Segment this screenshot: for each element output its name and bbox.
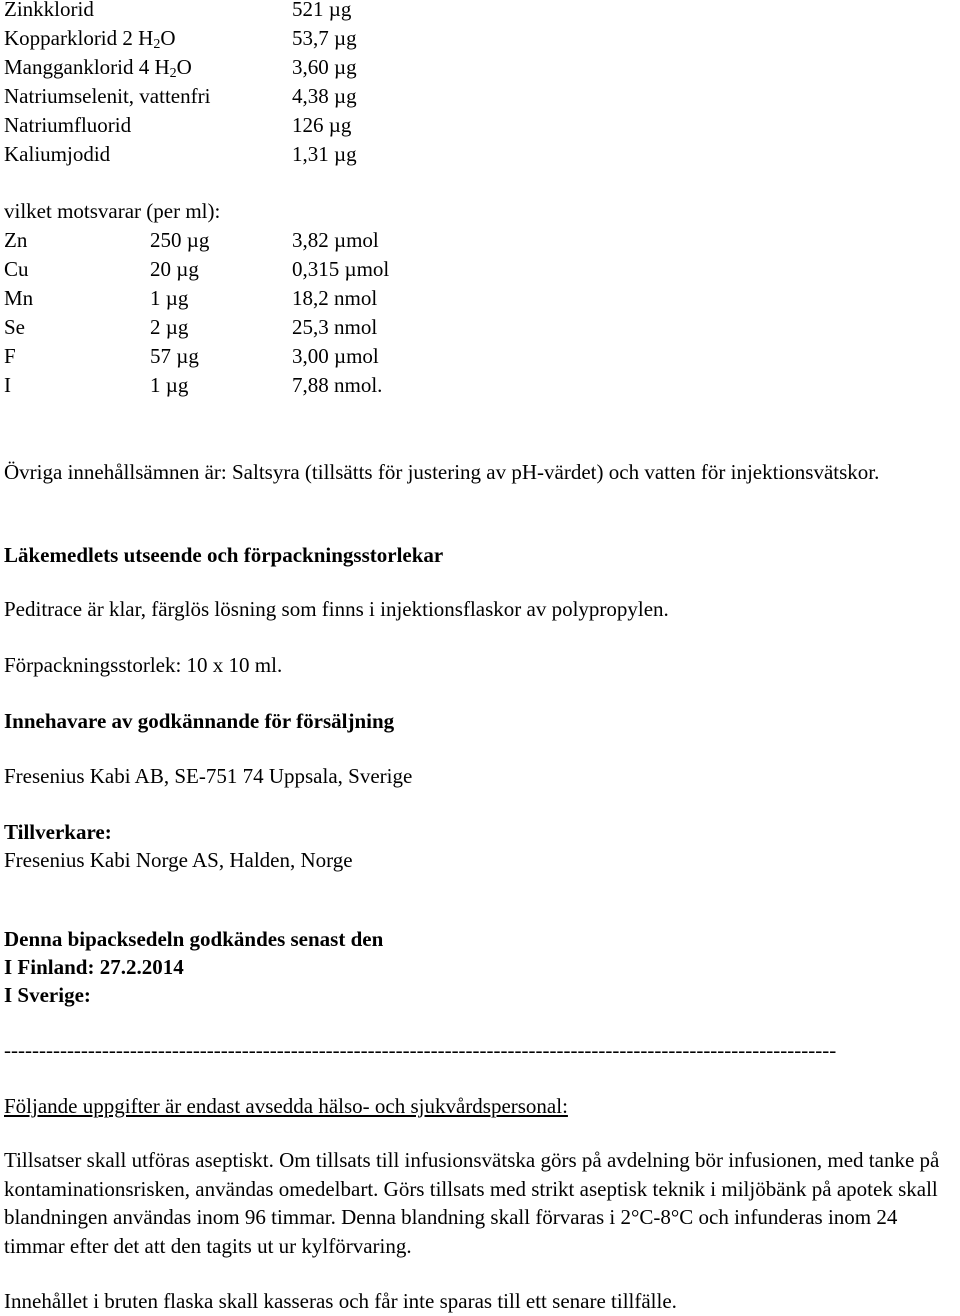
compound-amount: 53,7 µg xyxy=(292,26,357,50)
compound-row xyxy=(4,111,352,140)
appearance-text: Peditrace är klar, färglös lösning som finns i injektionsflaskor av polypropylen. xyxy=(4,597,669,621)
mah-heading: Innehavare av godkännande för försäljning xyxy=(4,709,395,733)
element-mass: 2 µg xyxy=(150,315,189,339)
equivalent-row xyxy=(4,371,383,400)
compound-name: Natriumselenit, vattenfri xyxy=(4,84,211,108)
element-symbol: Cu xyxy=(4,257,29,281)
element-mass: 1 µg xyxy=(150,286,189,310)
mah-text: Fresenius Kabi AB, SE-751 74 Uppsala, Sverige xyxy=(4,764,413,788)
other-ingredients-text: Övriga innehållsämnen är: Saltsyra (tillsätts för justering av pH-värdet) och vatten för injektionsvätskor. xyxy=(4,460,880,484)
manufacturer-heading: Tillverkare: xyxy=(4,820,112,844)
element-mass: 20 µg xyxy=(150,257,199,281)
element-mass: 57 µg xyxy=(150,344,199,368)
compound-amount: 4,38 µg xyxy=(292,84,357,108)
element-molar: 25,3 nmol xyxy=(292,315,378,339)
element-symbol: Mn xyxy=(4,286,34,310)
element-mass: 1 µg xyxy=(150,373,189,397)
element-symbol: I xyxy=(4,373,11,397)
appearance-heading: Läkemedlets utseende och förpackningsstorlekar xyxy=(4,543,444,567)
compound-name: Zinkklorid xyxy=(4,0,94,21)
approval-heading: Denna bipacksedeln godkändes senast den xyxy=(4,927,384,951)
element-symbol: Zn xyxy=(4,228,28,252)
compound-amount: 1,31 µg xyxy=(292,142,357,166)
hcp-heading: Följande uppgifter är endast avsedda hälso- och sjukvårdspersonal: xyxy=(4,1094,568,1118)
element-molar: 3,00 µmol xyxy=(292,344,379,368)
element-mass: 250 µg xyxy=(150,228,210,252)
equivalents-heading: vilket motsvarar (per ml): xyxy=(4,199,221,223)
compound-row xyxy=(4,24,357,53)
compound-name: Kaliumjodid xyxy=(4,142,111,166)
compound-name: Mangganklorid 4 $H_2O$ xyxy=(4,55,192,81)
element-symbol: F xyxy=(4,344,16,368)
approval-finland: I Finland: 27.2.2014 xyxy=(4,955,184,979)
equivalent-row xyxy=(4,342,379,371)
compound-row xyxy=(4,53,357,82)
hcp-text: Tillsatser skall utföras aseptiskt. Om tillsats till infusionsvätska görs på avdelning bör infusionen, med tanke på kontaminationsrisken, användas omedelbart. Görs tillsats med strikt aseptisk teknik i miljöbänk på apotek skall blandningen användas inom 96 timmar. Denna blandning skall förvaras i 2°C-8°C och infunderas inom 24 timmar efter det att den tagits ut ur kylförvaring. xyxy=(4,1148,940,1258)
compound-row xyxy=(4,82,357,111)
compound-row xyxy=(4,0,352,24)
compound-amount: 521 µg xyxy=(292,0,352,21)
element-molar: 3,82 µmol xyxy=(292,228,379,252)
compound-amount: 3,60 µg xyxy=(292,55,357,79)
compound-amount: 126 µg xyxy=(292,113,352,137)
manufacturer-text: Fresenius Kabi Norge AS, Halden, Norge xyxy=(4,848,353,872)
pack-size-text: Förpackningsstorlek: 10 x 10 ml. xyxy=(4,653,283,677)
approval-sweden: I Sverige: xyxy=(4,983,91,1007)
element-molar: 0,315 µmol xyxy=(292,257,390,281)
equivalent-row xyxy=(4,226,379,255)
equivalent-row xyxy=(4,284,378,313)
element-molar: 7,88 nmol. xyxy=(292,373,383,397)
separator-line: ----------------------------------------------------------------------------------------------------------------------- xyxy=(4,1038,837,1062)
element-molar: 18,2 nmol xyxy=(292,286,378,310)
element-symbol: Se xyxy=(4,315,25,339)
equivalent-row xyxy=(4,313,378,342)
discard-text: Innehållet i bruten flaska skall kasseras och får inte sparas till ett senare tillfälle. xyxy=(4,1289,677,1313)
compound-name: Natriumfluorid xyxy=(4,113,132,137)
compound-row xyxy=(4,140,357,169)
equivalent-row xyxy=(4,255,390,284)
compound-name: Kopparklorid 2 $H_2O$ xyxy=(4,26,176,52)
